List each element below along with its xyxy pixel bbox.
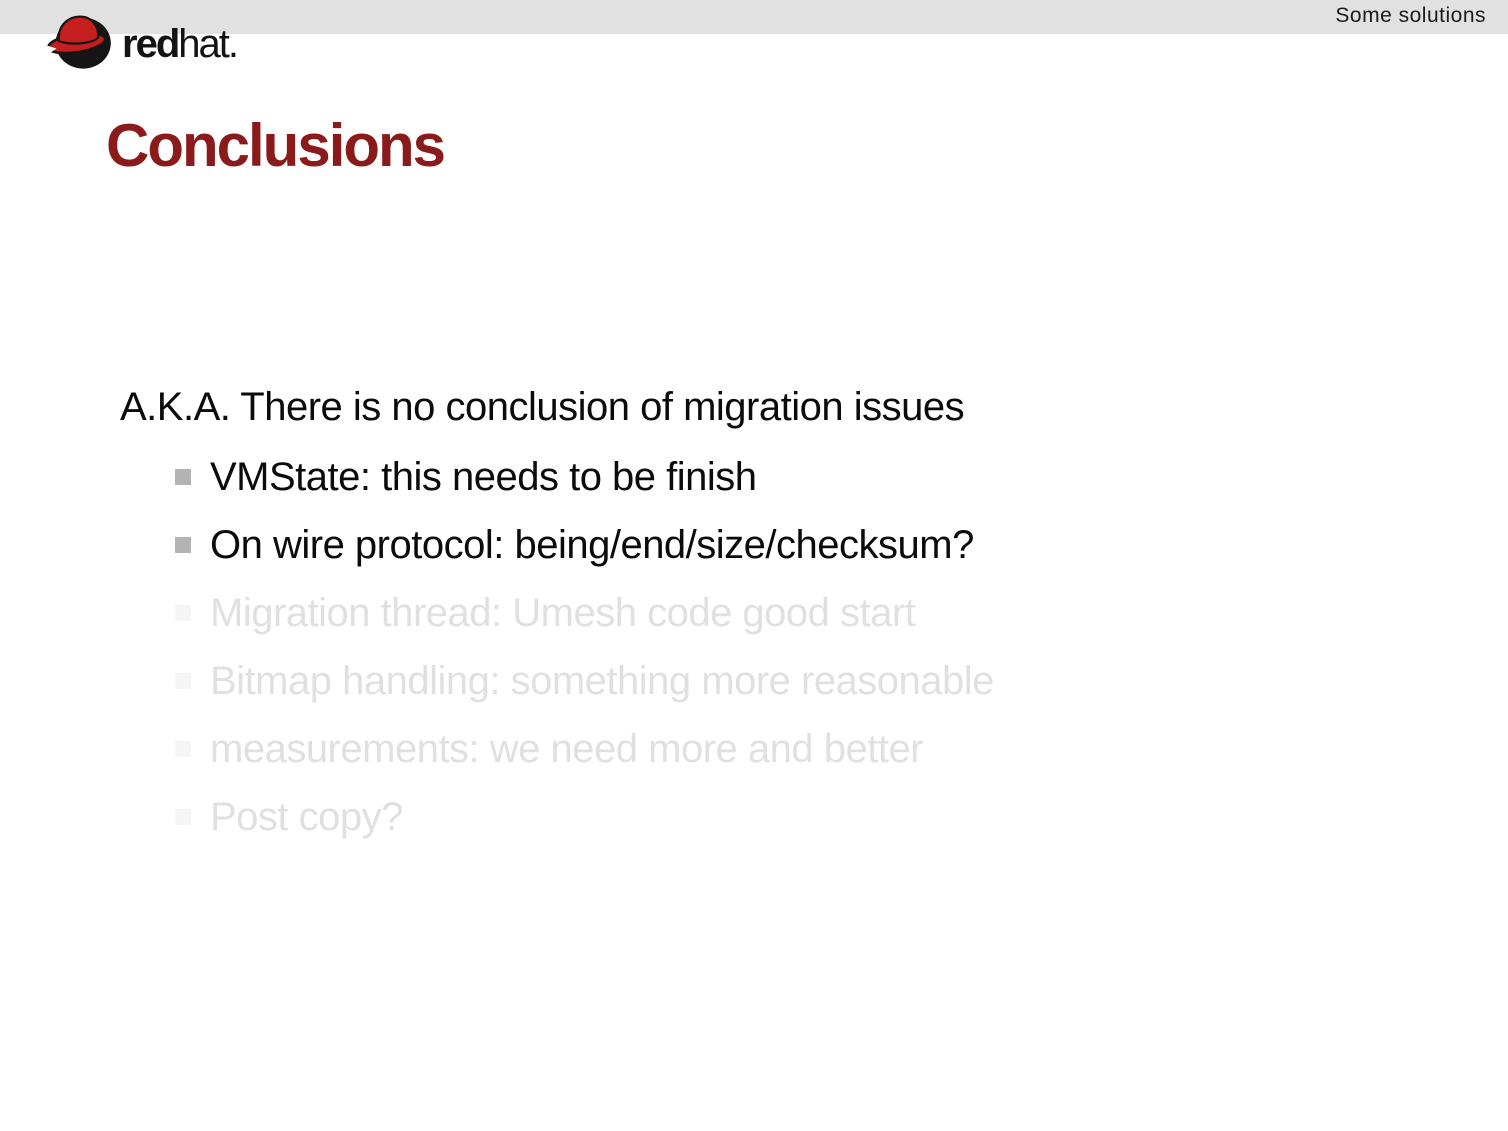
slide-title: Conclusions [106, 112, 445, 179]
lead-statement: A.K.A. There is no conclusion of migration issues [120, 385, 965, 429]
bullet-text: Bitmap handling: something more reasonable [210, 658, 994, 703]
redhat-wordmark [122, 24, 237, 64]
bullet-item [120, 647, 1450, 715]
bullet-item [120, 443, 1450, 511]
bullet-square-icon [175, 537, 191, 553]
bullet-text: VMState: this needs to be finish [210, 454, 757, 499]
redhat-fedora-icon [46, 12, 114, 70]
bullet-text: On wire protocol: being/end/size/checksum? [210, 522, 974, 567]
bullet-square-icon [175, 673, 191, 689]
bullet-item [120, 579, 1450, 647]
slide-body [120, 383, 1450, 851]
redhat-logo [46, 12, 237, 70]
bullet-item [120, 511, 1450, 579]
bullet-item [120, 783, 1450, 851]
bullet-item [120, 715, 1450, 783]
bullet-text: Migration thread: Umesh code good start [210, 590, 916, 635]
bullet-square-icon [175, 469, 191, 485]
bullet-square-icon [175, 809, 191, 825]
bullet-list [120, 443, 1450, 851]
bullet-text: Post copy? [210, 794, 403, 839]
section-title: Some solutions [1335, 4, 1486, 27]
bullet-square-icon [175, 741, 191, 757]
wordmark-hat: hat. [178, 22, 237, 66]
bullet-square-icon [175, 605, 191, 621]
wordmark-red: red [122, 22, 179, 66]
bullet-text: measurements: we need more and better [210, 726, 924, 771]
